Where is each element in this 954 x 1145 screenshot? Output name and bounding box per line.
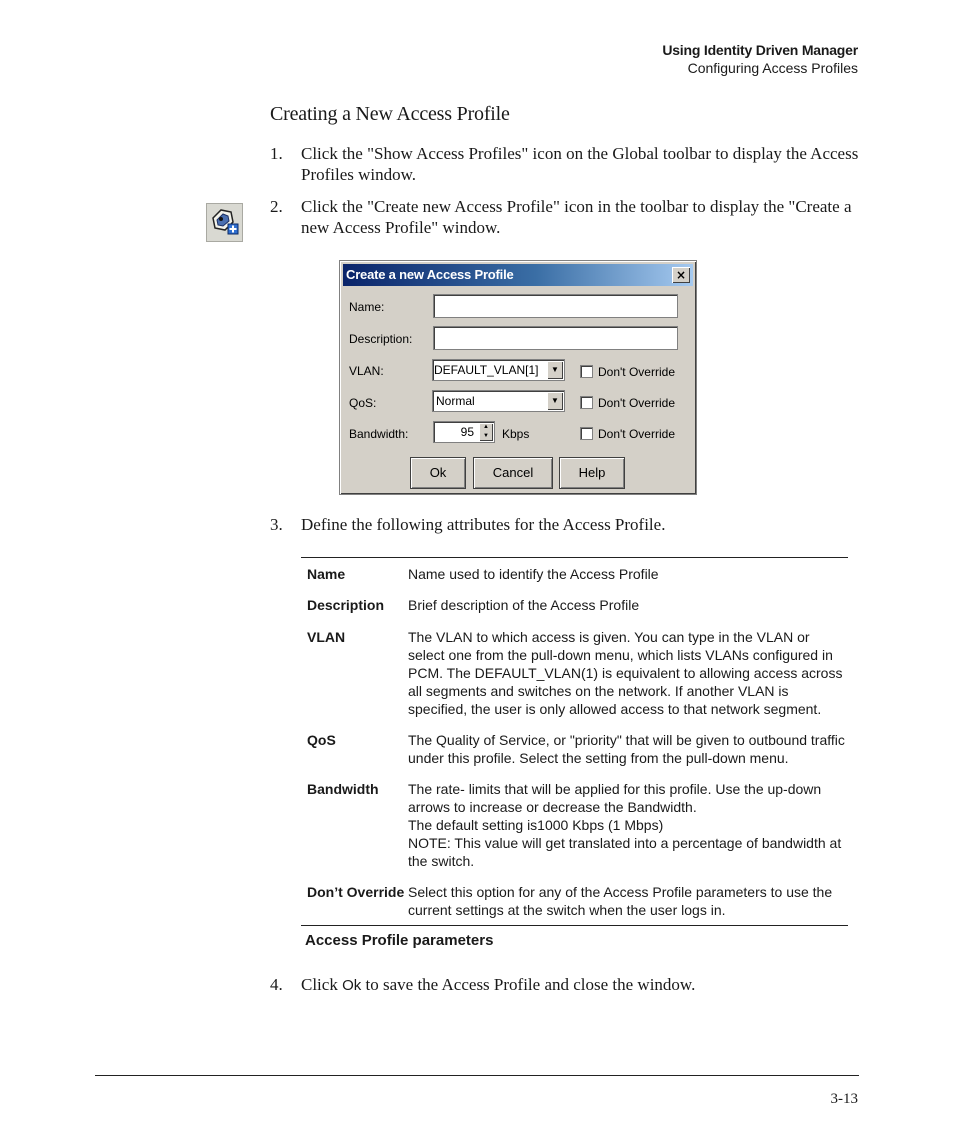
running-header — [662, 41, 858, 77]
section-subtitle: Configuring Access Profiles — [687, 60, 858, 76]
qos-dont-override-checkbox[interactable] — [580, 396, 593, 409]
attr-def-vlan: The VLAN to which access is given. You can type in the VLAN or select one from the pull-down menu, which lists VLANs configured in PCM. The DEFAULT_VLAN(1) is equivalent to allowing access across all segments and switches on the network. If another VLAN is specified, the user is only allowed access to that network segment. — [408, 629, 843, 717]
attr-term-vlan: VLAN — [307, 629, 346, 645]
bandwidth-dont-override-checkbox[interactable] — [580, 427, 593, 440]
attr-term-description: Description — [307, 597, 385, 613]
step-text: Click Ok to save the Access Profile and close the window. — [301, 975, 696, 994]
ok-code-text: Ok — [342, 977, 362, 994]
step-number: 1. — [270, 144, 283, 163]
qos-dont-override-label: Don't Override — [598, 396, 675, 410]
description-label: Description: — [349, 332, 413, 346]
attr-def-description: Brief description of the Access Profile — [408, 597, 640, 613]
chapter-title: Using Identity Driven Manager — [662, 42, 858, 58]
attr-term-bandwidth: Bandwidth — [307, 781, 379, 797]
attr-def-qos: The Quality of Service, or "priority" that will be given to outbound traffic under this profile. Select the setting from the pull-down menu. — [408, 732, 845, 766]
vlan-dont-override-checkbox[interactable] — [580, 365, 593, 378]
chevron-down-icon[interactable]: ▼ — [547, 392, 563, 410]
step-3 — [270, 514, 860, 535]
up-down-arrows-icon[interactable]: ▲ ▼ — [479, 423, 493, 441]
bandwidth-stepper[interactable] — [433, 421, 495, 443]
name-label: Name: — [349, 300, 385, 314]
cancel-button[interactable]: Cancel — [473, 457, 553, 489]
qos-value: Normal — [436, 394, 475, 408]
vlan-select[interactable] — [432, 359, 565, 381]
bandwidth-label: Bandwidth: — [349, 427, 409, 441]
bandwidth-def-line: NOTE: This value will get translated into a percentage of bandwidth at the switch. — [408, 835, 842, 869]
bandwidth-def-line: The default setting is1000 Kbps (1 Mbps) — [408, 817, 664, 833]
step-number: 3. — [270, 515, 283, 534]
chevron-down-icon[interactable]: ▼ — [547, 361, 563, 379]
attr-def-name: Name used to identify the Access Profile — [408, 566, 659, 582]
step-text: Click the "Show Access Profiles" icon on the Global toolbar to display the Access Profiles window. — [301, 144, 859, 184]
table-top-rule — [301, 557, 848, 558]
close-icon[interactable]: × — [672, 267, 690, 283]
bandwidth-dont-override-label: Don't Override — [598, 427, 675, 441]
qos-select[interactable] — [432, 390, 565, 412]
attr-term-qos: QoS — [307, 732, 336, 748]
step-number: 2. — [270, 197, 283, 216]
create-access-profile-icon — [206, 203, 243, 242]
description-field[interactable] — [433, 326, 678, 350]
attr-def-dont-override: Select this option for any of the Access Profile parameters to use the current settings at the switch when the user logs in. — [408, 884, 833, 918]
attr-term-dont-override: Don’t Override — [307, 884, 405, 900]
table-caption: Access Profile parameters — [305, 932, 494, 949]
bandwidth-unit: Kbps — [502, 427, 530, 441]
qos-label: QoS: — [349, 396, 377, 410]
create-access-profile-dialog — [339, 260, 697, 495]
step-number: 4. — [270, 975, 283, 994]
bandwidth-def-line: The rate- limits that will be applied for this profile. Use the up-down arrows to increase or decrease the Bandwidth. — [408, 781, 822, 815]
bandwidth-value: 95 — [460, 425, 474, 439]
footer-rule — [95, 1075, 859, 1076]
vlan-value: DEFAULT_VLAN[1] — [434, 363, 539, 377]
vlan-dont-override-label: Don't Override — [598, 365, 675, 379]
name-field[interactable] — [433, 294, 678, 318]
step-2 — [270, 196, 860, 238]
table-bottom-rule — [301, 925, 848, 926]
step-1 — [270, 143, 860, 185]
dialog-title: Create a new Access Profile — [346, 267, 514, 282]
attr-def-bandwidth — [408, 780, 848, 870]
section-heading: Creating a New Access Profile — [270, 103, 510, 125]
ok-button[interactable]: Ok — [410, 457, 466, 489]
page-number: 3-13 — [830, 1091, 858, 1107]
step-4 — [270, 974, 860, 996]
attr-term-name: Name — [307, 566, 346, 582]
step-text: Click the "Create new Access Profile" icon in the toolbar to display the "Create a new Access Profile" window. — [301, 197, 852, 237]
help-button[interactable]: Help — [559, 457, 625, 489]
dialog-title-bar — [343, 264, 693, 286]
step-text: Define the following attributes for the Access Profile. — [301, 515, 666, 534]
vlan-label: VLAN: — [349, 364, 384, 378]
